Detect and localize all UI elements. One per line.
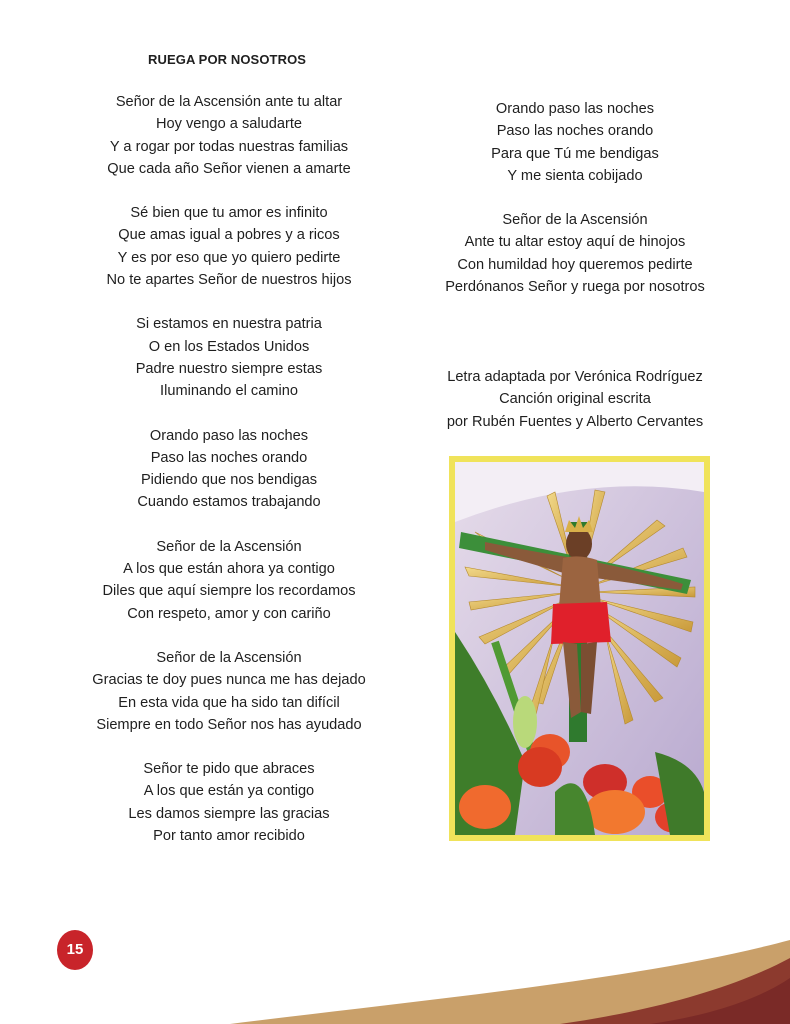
lyric-line: Pidiendo que nos bendigas <box>140 472 318 489</box>
lyric-line: Cuando estamos trabajando <box>137 494 321 511</box>
crucifix-photo <box>449 456 710 841</box>
lyric-line: Señor de la Ascensión <box>502 212 648 229</box>
lyric-line: No te apartes Señor de nuestros hijos <box>106 272 352 289</box>
lyric-line: Siempre en todo Señor nos has ayudado <box>96 716 362 733</box>
lyric-line: Con humildad hoy queremos pedirte <box>457 256 693 273</box>
lyric-line: Por tanto amor recibido <box>153 828 305 845</box>
stanza <box>420 98 730 187</box>
lyric-line: Sé bien que tu amor es infinito <box>130 205 328 222</box>
lyric-line: Padre nuestro siempre estas <box>135 360 323 377</box>
page-number-badge: 15 <box>57 930 93 970</box>
stanza <box>70 313 388 402</box>
stanza <box>70 425 388 514</box>
left-lyrics-column <box>70 91 388 869</box>
lyric-line: Paso las noches orando <box>496 123 654 140</box>
lyric-line: Y es por eso que yo quiero pedirte <box>117 249 341 266</box>
lyric-line: Les damos siempre las gracias <box>128 805 330 822</box>
lyric-line: Señor de la Ascensión ante tu altar <box>115 94 343 110</box>
stanza <box>70 758 388 847</box>
lyric-line: Señor de la Ascensión <box>156 649 302 666</box>
lyric-line: Orando paso las noches <box>495 101 655 117</box>
lyric-line: Señor de la Ascensión <box>156 538 302 555</box>
lyric-line: Hoy vengo a saludarte <box>155 116 303 133</box>
lyric-line: Iluminando el camino <box>160 383 298 400</box>
song-credits <box>420 366 730 433</box>
lyric-line: O en los Estados Unidos <box>148 338 310 355</box>
stanza <box>70 536 388 625</box>
decorative-swoosh <box>0 930 790 1024</box>
lyric-line: Si estamos en nuestra patria <box>136 316 322 333</box>
lyric-line: Y a rogar por todas nuestras familias <box>109 138 349 155</box>
stanza <box>420 209 730 298</box>
credit-line: Canción original escrita <box>499 391 651 408</box>
page-title: RUEGA POR NOSOTROS <box>148 52 307 67</box>
credit-line: por Rubén Fuentes y Alberto Cervantes <box>446 413 704 430</box>
lyric-line: Que cada año Señor vienen a amarte <box>107 160 351 177</box>
credit-line: Letra adaptada por Verónica Rodríguez <box>447 369 703 385</box>
stanza <box>70 202 388 291</box>
lyric-line: Paso las noches orando <box>150 449 308 466</box>
lyric-line: Para que Tú me bendigas <box>491 145 659 162</box>
lyric-line: Y me sienta cobijado <box>507 167 643 184</box>
lyric-line: Diles que aquí siempre los recordamos <box>102 583 356 600</box>
stanza <box>70 647 388 736</box>
lyric-line: Con respeto, amor y con cariño <box>127 605 331 622</box>
lyric-line: En esta vida que ha sido tan difícil <box>118 694 340 711</box>
crucifix-illustration <box>455 462 704 835</box>
lyric-line: Señor te pido que abraces <box>143 761 315 778</box>
lyric-line: Ante tu altar estoy aquí de hinojos <box>464 234 686 251</box>
lyric-line: Que amas igual a pobres y a ricos <box>118 227 340 244</box>
lyric-line: A los que están ahora ya contigo <box>123 561 335 578</box>
stanza <box>70 91 388 180</box>
right-lyrics-column <box>420 98 730 320</box>
lyric-line: A los que están ya contigo <box>143 783 315 800</box>
lyric-line: Orando paso las noches <box>149 427 309 444</box>
lyric-line: Gracias te doy pues nunca me has dejado <box>92 672 366 689</box>
lyric-line: Perdónanos Señor y ruega por nosotros <box>445 279 705 296</box>
